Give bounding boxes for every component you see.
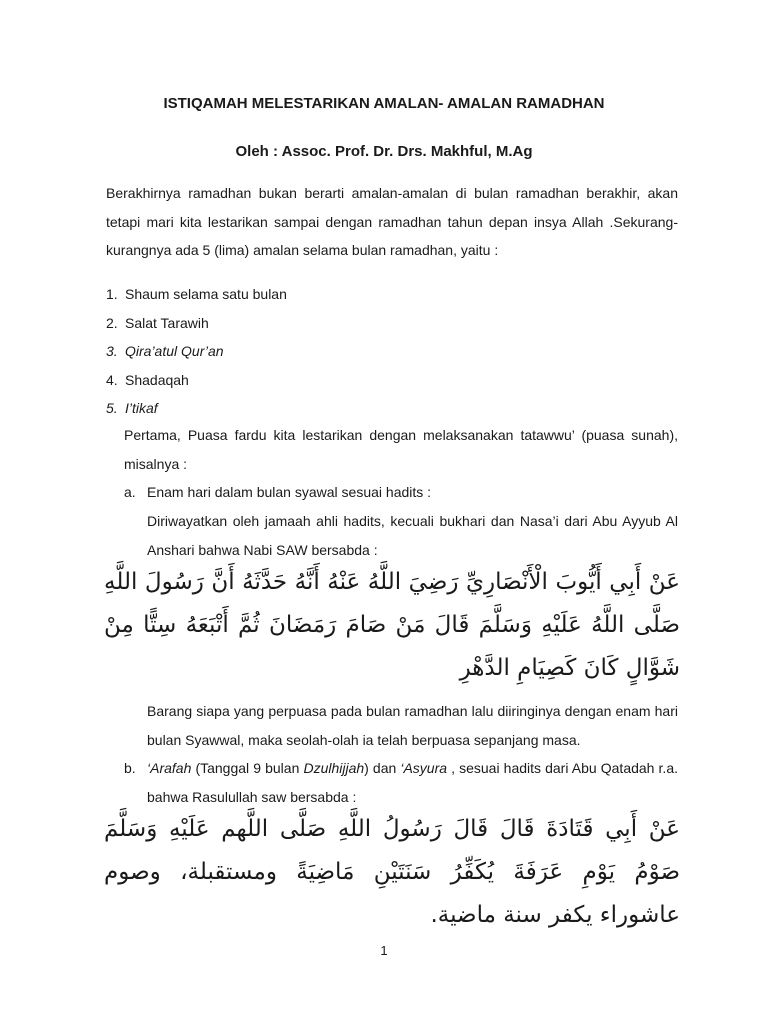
amalan-list	[106, 280, 666, 423]
intro-paragraph: Berakhirnya ramadhan bukan berarti amalan-amalan di bulan ramadhan berakhir, akan tetapi mari kita lestarikan sampai dengan ramadhan tahun depan insya Allah .Sekurang-kurangnya ada 5 (lima) amalan selama bulan ramadhan, yaitu :	[106, 185, 678, 258]
sub-item-label: b.	[124, 760, 136, 776]
pertama-paragraph: Pertama, Puasa fardu kita lestarikan dengan melaksanakan tatawwu’ (puasa sunah), misalnya :	[124, 427, 678, 472]
asyura-term: ‘Asyura	[400, 760, 448, 776]
sub-item-text: Enam hari dalam bulan syawal sesuai hadits :	[147, 484, 432, 500]
narration-paragraph: Diriwayatkan oleh jamaah ahli hadits, kecuali bukhari dan Nasa’i dari Abu Ayyub Al Anshari bahwa Nabi SAW bersabda :	[147, 513, 678, 558]
list-item: 4. Shadaqah	[106, 371, 189, 388]
sub-item-text: ‘Arafah (Tanggal 9 bulan Dzulhijjah) dan ‘Asyura , sesuai hadits dari Abu Qatadah r.a. bahwa Rasulullah saw bersabda :	[147, 760, 679, 805]
translation-paragraph: Barang siapa yang perpuasa pada bulan ramadhan lalu diiringinya dengan enam hari bulan Syawwal, maka seolah-olah ia telah berpuasa sepanjang masa.	[147, 703, 678, 748]
list-item: 5. I’tikaf	[106, 400, 158, 416]
dzulhijjah-term: Dzulhijjah	[303, 760, 365, 776]
document-title: ISTIQAMAH MELESTARIKAN AMALAN- AMALAN RAMADHAN	[163, 95, 605, 112]
list-item: 1. Shaum selama satu bulan	[106, 286, 287, 302]
page-number: 1	[380, 943, 388, 958]
arafah-term: ‘Arafah	[147, 760, 192, 776]
list-item: 2. Salat Tarawih	[106, 314, 209, 331]
sub-item-b	[124, 754, 678, 811]
arabic-hadith-b: عَنْ أَبِي قَتَادَةَ قَالَ قَالَ رَسُولُ اللَّهِ صَلَّى اللَّهم عَلَيْهِ وَسَلَّمَ صَوْمُ يَوْمِ عَرَفَةَ يُكَفِّرُ سَنَتَيْنِ مَاضِيَةً ومستقبلة، وصوم عاشوراء يكفر سنة ماضية.	[104, 816, 680, 928]
sub-item-label: a.	[124, 484, 136, 500]
list-item: 3. Qira’atul Qur’an	[106, 343, 224, 359]
sub-item-a	[124, 478, 678, 507]
author-line: Oleh : Assoc. Prof. Dr. Drs. Makhful, M.Ag	[235, 143, 533, 160]
arabic-hadith-a: عَنْ أَبِي أَيُّوبَ الْأَنْصَارِيِّ رَضِيَ اللَّهُ عَنْهُ أَنَّهُ حَدَّثَهُ أَنَّ رَسُولَ اللَّهِ صَلَّى اللَّهُ عَلَيْهِ وَسَلَّمَ قَالَ مَنْ صَامَ رَمَضَانَ ثُمَّ أَتْبَعَهُ سِتًّا مِنْ شَوَّالٍ كَانَ كَصِيَامِ الدَّهْرِ	[104, 569, 680, 681]
